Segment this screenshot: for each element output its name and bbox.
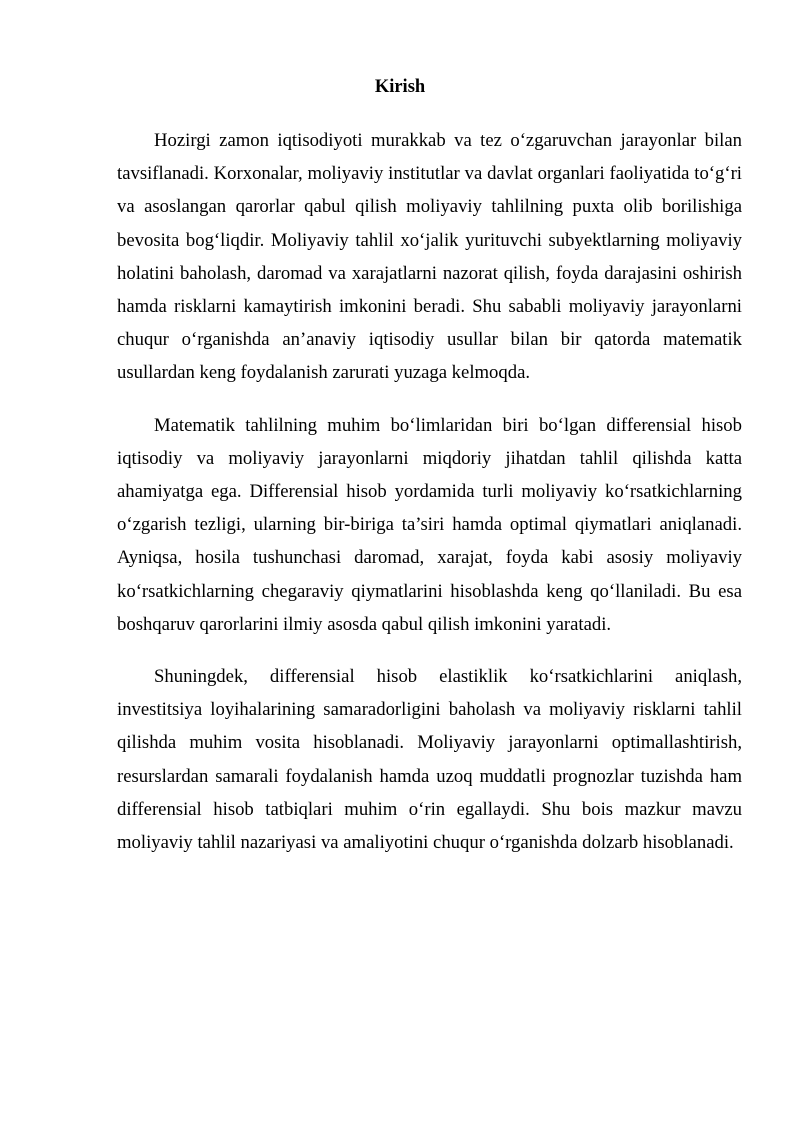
body-text bbox=[117, 124, 742, 878]
paragraph-1: Hozirgi zamon iqtisodiyoti murakkab va tez o‘zgaruvchan jarayonlar bilan tavsiflanadi. Korxonalar, moliyaviy institutlar va davlat organlari faoliyatida to‘g‘ri va asoslangan qarorlar qabul qilish moliyaviy tahlilning puxta olib borilishiga bevosita bog‘liqdir. Moliyaviy tahlil xo‘jalik yurituvchi subyektlarning moliyaviy holatini baholash, daromad va xarajatlarni nazorat qilish, foyda darajasini oshirish hamda risklarni kamaytirish imkonini beradi. Shu sababli moliyaviy jarayonlarni chuqur o‘rganishda an’anaviy iqtisodiy usullar bilan bir qatorda matematik usullardan keng foydalanish zarurati yuzaga kelmoqda. bbox=[117, 130, 742, 384]
page-title: Kirish bbox=[374, 77, 426, 97]
paragraph-2: Matematik tahlilning muhim bo‘limlaridan biri bo‘lgan differensial hisob iqtisodiy va moliyaviy jarayonlarni miqdoriy jihatdan tahlil qilishda katta ahamiyatga ega. Differensial hisob yordamida turli moliyaviy ko‘rsatkichlarning o‘zgarish tezligi, ularning bir-biriga ta’siri hamda optimal qiymatlari aniqlanadi. Ayniqsa, hosila tushunchasi daromad, xarajat, foyda kabi asosiy moliyaviy ko‘rsatkichlarning chegaraviy qiymatlarini hisoblashda keng qo‘llaniladi. Bu esa boshqaruv qarorlarini ilmiy asosda qabul qilish imkonini yaratadi. bbox=[117, 414, 742, 635]
paragraph-3: Shuningdek, differensial hisob elastiklik ko‘rsatkichlarini aniqlash, investitsiya loyihalarining samaradorligini baholash va moliyaviy risklarni tahlil qilishda muhim vosita hisoblanadi. Moliyaviy jarayonlarni optimallashtirish, resurslardan samarali foydalanish hamda uzoq muddatli prognozlar tuzishda ham differensial hisob tatbiqlari muhim o‘rin egallaydi. Shu bois mazkur mavzu moliyaviy tahlil nazariyasi va amaliyotini chuqur o‘rganishda dolzarb hisoblanadi. bbox=[117, 666, 742, 854]
